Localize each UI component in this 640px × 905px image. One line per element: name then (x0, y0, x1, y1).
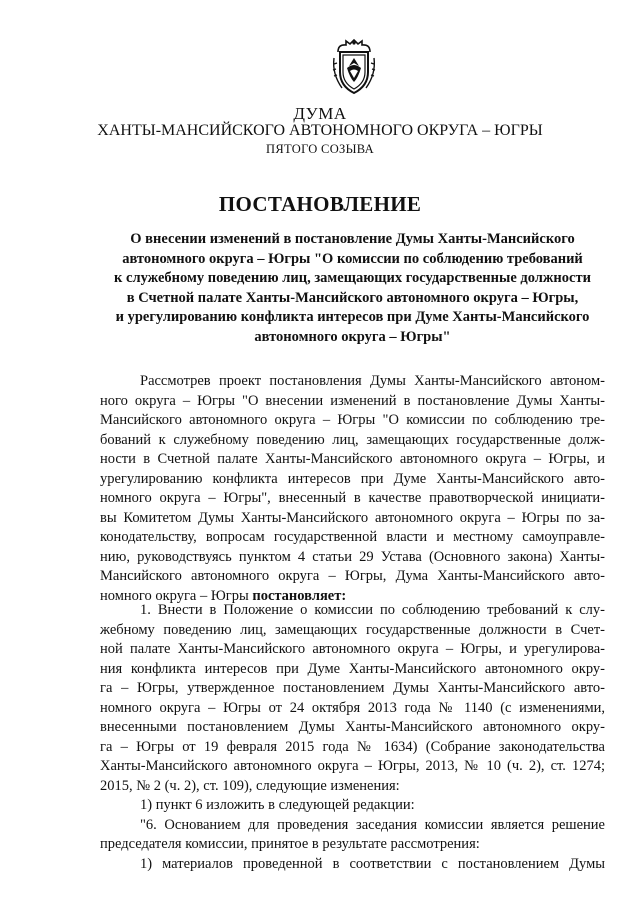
body-line: ния конфликта интересов при Думе Ханты-Мансийского автономного окру- (100, 660, 605, 677)
body-line: 1. Внести в Положение о комиссии по соблюдению требований к слу- (140, 602, 605, 618)
body-line: жебному поведению лиц, замещающих государственные должности в Счет- (100, 621, 605, 638)
organization-name: ДУМА (293, 104, 347, 123)
body-line: ной палате Ханты-Мансийского автономного округа – Югры, и урегулирова- (100, 641, 605, 657)
body-line: га – Югры, утвержденное постановлением Думы Ханты-Мансийского авто- (100, 680, 605, 696)
body-line: Мансийского автономного округа – Югры, Дума Ханты-Мансийского авто- (100, 568, 605, 584)
subject-line: в Счетной палате Ханты-Мансийского автономного округа – Югры, (126, 289, 579, 306)
body-line: Мансийского автономного округа – Югры "О комиссии по соблюдению тре- (100, 412, 605, 428)
body-line: 2015, № 2 (ч. 2), ст. 109), следующие изменения: (100, 777, 400, 794)
body-line: Ханты-Мансийского автономного округа – Югры, 2013, № 10 (ч. 2), ст. 1274; (100, 758, 605, 774)
body-line: номного округа – Югры от 24 октября 2013 года № 1140 (с изменениями, (100, 699, 605, 716)
preamble-paragraph (100, 372, 605, 606)
body-line: вы Комитетом Думы Ханты-Мансийского автономного округа – Югры по за- (100, 509, 605, 526)
body-line: ности в Счетной палате Ханты-Мансийского автономного округа – Югры, и (100, 451, 605, 467)
subject-line: О внесении изменений в постановление Думы Ханты-Мансийского (130, 231, 575, 247)
subject-line: к служебному поведению лиц, замещающих государственные должности (114, 270, 591, 286)
body-line: ного округа – Югры "О внесении изменений в постановление Думы Ханты- (100, 392, 605, 409)
document-subject (100, 230, 605, 347)
body-line: "6. Основанием для проведения заседания комиссии является решение (140, 816, 605, 833)
subject-line: автономного округа – Югры "О комиссии по соблюдению требований (122, 250, 583, 267)
body-line: конодательству, вопросам государственной власти и местному самоуправле- (100, 529, 605, 545)
body-line: внесенными постановлением Думы Ханты-Мансийского автономного окру- (100, 719, 605, 735)
document-type-title: ПОСТАНОВЛЕНИЕ (218, 192, 422, 216)
convocation: ПЯТОГО СОЗЫВА (266, 142, 374, 156)
body-line: урегулированию конфликта интересов при Думе Ханты-Мансийского авто- (100, 470, 605, 487)
body-line: га – Югры от 19 февраля 2015 года № 1634) (Собрание законодательства (100, 738, 605, 755)
resolves-word: постановляет: (252, 587, 347, 604)
body-line: 1) пункт 6 изложить в следующей редакции: (140, 797, 415, 813)
body-line: номного округа – Югры", внесенный в качестве правотворческой инициати- (100, 490, 605, 506)
body-line: председателя комиссии, принятое в результате рассмотрения: (100, 836, 480, 852)
body-line: Рассмотрев проект постановления Думы Ханты-Мансийского автоном- (140, 373, 605, 389)
item-1-paragraph (100, 601, 605, 874)
coat-of-arms-icon (330, 38, 378, 98)
body-line-text: номного округа – Югры (100, 587, 253, 604)
body-line: нию, руководствуясь пунктом 4 статьи 29 Устава (Основного закона) Ханты- (100, 548, 605, 565)
subject-line: автономного округа – Югры" (254, 328, 451, 345)
subject-line: и урегулированию конфликта интересов при Думе Ханты-Мансийского (115, 309, 590, 325)
body-line: бований к служебному поведению лиц, замещающих государственные долж- (100, 431, 605, 448)
region-name: ХАНТЫ-МАНСИЙСКОГО АВТОНОМНОГО ОКРУГА – ЮГРЫ (97, 122, 543, 139)
body-line: 1) материалов проведенной в соответствии с постановлением Думы (140, 855, 605, 872)
